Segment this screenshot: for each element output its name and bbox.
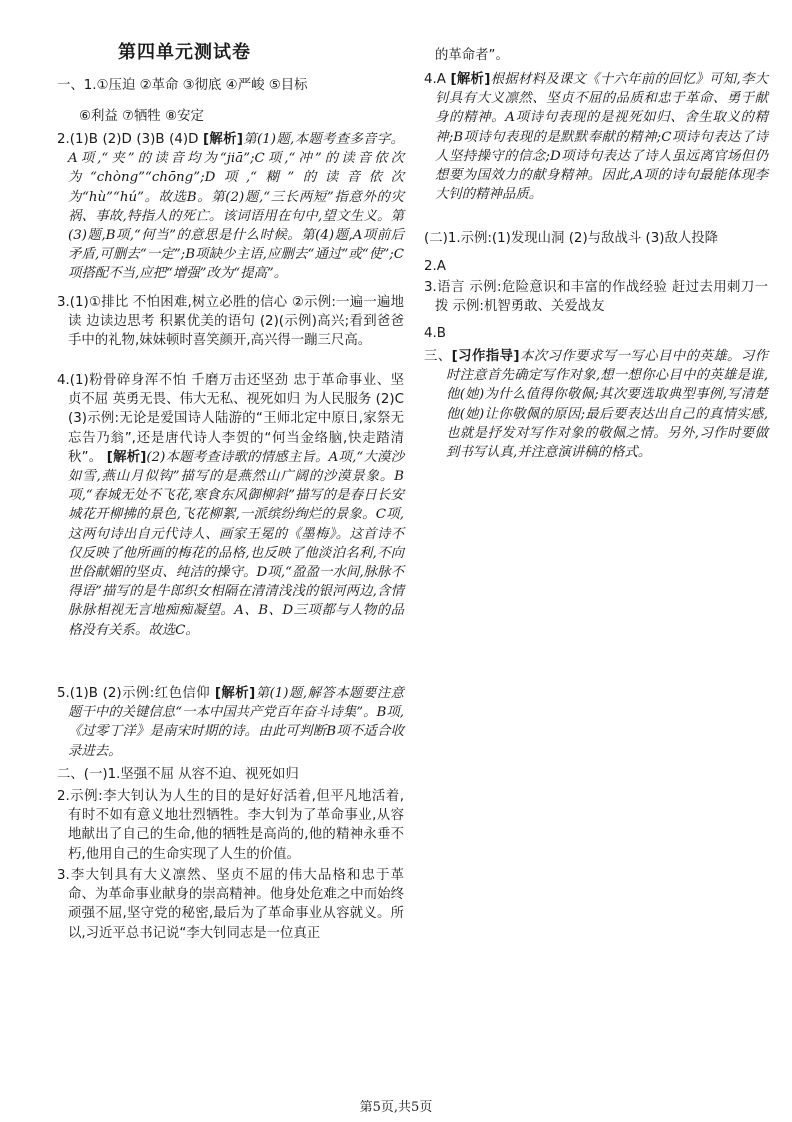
s2b-q2: 2.A (424, 259, 446, 274)
q2-explanation: 第(1)题,本题考查多音字。A项,“夹”的读音均为“jiā”;C项,“冲”的读音依次为“chòng”“chōng”;D项,“糊”的读音依次为“hù”“hú”。故选B。第(2)题,“三长两短”指意外的灾祸、事故,特指人的死亡。该词语用在句中,望文生义。第(3)题,B项,“何当”的意思是什么时候。第(4)题,A项前后矛盾,可删去“一定”;B项缺少主语,应删去“通过”或“使”;C项搭配不当,应把“增强”改为“提高”。 (68, 132, 405, 282)
page-title: 第四单元测试卷 (118, 42, 251, 63)
s2b-q1: (二)1.示例:(1)发现山洞 (2)与敌战斗 (3)敌人投降 (424, 231, 719, 246)
q2-block (57, 130, 404, 284)
s3-guide-tag: [ 习作指导 ] (452, 349, 520, 364)
q2-analysis-tag: [ 解析 ] (203, 132, 243, 147)
r-q4-answer: 4.A (424, 72, 451, 87)
q2-answer: 2.(1)B (2)D (3)B (4)D (57, 132, 203, 147)
page-footer: 第5页,共5页 (359, 1100, 433, 1115)
s2b-q3: 3.语言 示例:危险意识和丰富的作战经验 赶过去用刺刀一拨 示例:机智勇敢、关爱战友 (424, 280, 768, 315)
r-q4-analysis-tag: [ 解析 ] (450, 72, 490, 87)
q1-line2: ⑥利益 ⑦牺牲 ⑧安定 (79, 109, 204, 124)
q5-explanation: 第(1)题,解答本题要注意题干中的关键信息“一本中国共产党百年奋斗诗集”。B项,《过零丁洋》是南宋时期的诗。由此可判断B项不适合收录进去。 (68, 686, 404, 759)
q4-explanation: (2)本题考查诗歌的情感主旨。A项,“大漠沙如雪,燕山月似钩”描写的是燕然山广阔的沙漠景象。B项,“春城无处不飞花,寒食东风御柳斜”描写的是春日长安城花开柳拂的景色,飞花柳絮,一派缤纷绚烂的景象。C项,这两句诗出自元代诗人、画家王冕的《墨梅》。这首诗不仅反映了他所画的梅花的品格,也反映了他淡泊名利,不向世俗献媚的坚贞、纯洁的操守。D项,“盈盈一水间,脉脉不得语”描写的是牛郎织女相隔在清清浅浅的银河两边,含情脉脉相视无言地痴痴凝望。A、B、D三项都与人物的品格没有关系。故选C。 (68, 449, 404, 638)
r-q4-block (424, 70, 768, 204)
q5-analysis-tag: [ 解析 ] (215, 686, 255, 701)
s3-prefix: 三、 (424, 349, 452, 364)
q5-answer: 5.(1)B (2)示例:红色信仰 (57, 686, 215, 701)
s2-q3: 3.李大钊具有大义凛然、坚贞不屈的伟大品格和忠于革命、为革命事业献身的崇高精神。他身处危难之中而始终顽强不屈,坚守党的秘密,最后为了革命事业从容就义。所以,习近平总书记说“李大钊同志是一位真正 (57, 868, 404, 941)
continuation-line: 的革命者”。 (435, 48, 509, 63)
s3-text: 本次习作要求写一写心目中的英雄。习作时注意首先确定写作对象,想一想你心目中的英雄是谁,他(她)为什么值得你敬佩;其次要选取典型事例,写清楚他(她)让你敬佩的原因;最后要表达出自己的真情实感,也就是抒发对写作对象的敬佩之情。另外,习作时要做到书写认真,并注意演讲稿的格式。 (446, 349, 769, 461)
s2-q2: 2.示例:李大钊认为人生的目的是好好活着,但平凡地活着,有时不如有意义地壮烈牺牲。李大钊为了革命事业,从容地献出了自己的生命,他的牺牲是高尚的,他的精神永垂不朽,他用自己的生命实现了人生的价值。 (57, 789, 404, 862)
q1-line1: 一、1.①压迫 ②革命 ③彻底 ④严峻 ⑤目标 (57, 78, 308, 93)
s3-block (424, 347, 768, 462)
s2-q1: 二、(一)1.坚强不屈 从容不迫、视死如归 (57, 767, 299, 782)
q4-analysis-tag: [ 解析 ] (107, 450, 147, 465)
q4-block (57, 371, 404, 640)
q4-answer: 4.(1)粉骨碎身浑不怕 千磨万击还坚劲 忠于革命事业、坚贞不屈 英勇无畏、伟大无私、视死如归 为人民服务 (2)C (3)示例:无论是爱国诗人陆游的“王师北定中原日,家祭无忘告乃翁”,还是唐代诗人李贺的“何当金络脑,快走踏清秋”。 (57, 373, 404, 465)
q5-block (57, 684, 404, 761)
r-q4-explanation: 根据材料及课文《十六年前的回忆》可知,李大钊具有大义凛然、坚贞不屈的品质和忠于革命、勇于献身的精神。A项诗句表现的是视死如归、舍生取义的精神;B项诗句表现的是默默奉献的精神;C项诗句表达了诗人坚持操守的信念;D项诗句表达了诗人虽远离官场但仍想要为国效力的献身精神。因此,A项的诗句最能体现李大钊的精神品质。 (435, 72, 768, 203)
s2b-q4: 4.B (424, 326, 446, 341)
q3-block: 3.(1)①排比 不怕困难,树立必胜的信心 ②示例:一遍一遍地读 边读边思考 积累优美的语句 (2)(示例)高兴;看到爸爸手中的礼物,妹妹顿时喜笑颜开,高兴得一蹦三尺高。 (57, 295, 404, 349)
